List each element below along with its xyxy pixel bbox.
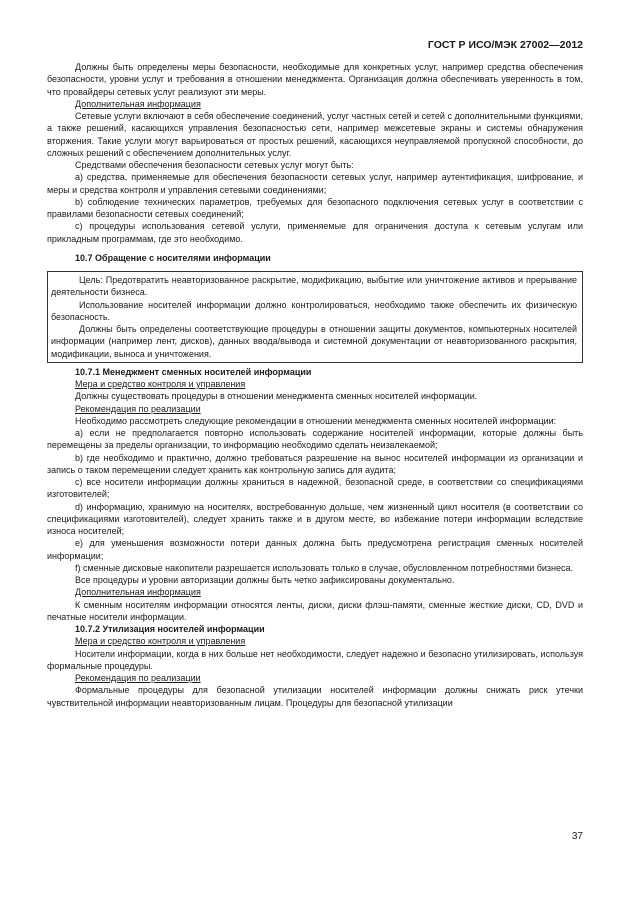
body-paragraph: Формальные процедуры для безопасной утилизации носителей информации должны снижать риск утечки чувствительной информации неавторизованным лицам. Процедуры для безопасной утилизации bbox=[47, 685, 583, 708]
section-heading: 10.7.2 Утилизация носителей информации bbox=[75, 624, 265, 634]
body-paragraph: Носители информации, когда в них больше нет необходимости, следует надежно и безопасно утилизировать, используя формальные процедуры. bbox=[47, 648, 583, 671]
objective-box bbox=[47, 271, 583, 363]
page-content bbox=[47, 61, 583, 709]
subsection-label-row bbox=[47, 98, 583, 110]
body-paragraph: d) информацию, хранимую на носителях, востребованную дольше, чем жизненный цикл носителя (в соответствии со спецификациями изготовителей), следует хранить также и в другом месте, во избежание потери информации вследствие износа носителей; bbox=[47, 501, 583, 536]
body-paragraph: Сетевые услуги включают в себя обеспечение соединений, услуг частных сетей и сетей с дополнительными функциями, а также решений, касающихся управления безопасностью сети, например межсетевые экраны и системы обнаружения вторжения. Такие услуги могут варьироваться от простых решений, касающихся неуправляемой пропускной способности, до сложных решений с обеспечением дополнительных услуг. bbox=[47, 111, 583, 158]
section-heading: 10.7.1 Менеджмент сменных носителей информации bbox=[75, 366, 312, 377]
body-paragraph: Все процедуры и уровни авторизации должны быть четко зафиксированы документально. bbox=[75, 575, 455, 585]
objective-paragraph: Цель: Предотвратить неавторизованное раскрытие, модификацию, выбытие или уничтожение активов и прерывание деятельности бизнеса. bbox=[51, 275, 577, 298]
body-paragraph: a) средства, применяемые для обеспечения безопасности сетевых услуг, например аутентификация, шифрование, и меры и средства контроля и управления сетевыми соединениями; bbox=[47, 172, 583, 195]
body-paragraph: b) где необходимо и практично, должно требоваться разрешение на вынос носителей информации из организации и запись о таком перемещении следует хранить как контрольную запись для аудита; bbox=[47, 452, 583, 475]
body-paragraph: f) сменные дисковые накопители разрешается использовать только в случае, обусловленном потребностями бизнеса. bbox=[75, 562, 574, 573]
body-paragraph: c) все носители информации должны храниться в надежной, безопасной среде, в соответствии со спецификациями изготовителей; bbox=[47, 477, 583, 500]
body-paragraph: Средствами обеспечения безопасности сетевых услуг могут быть: bbox=[75, 160, 354, 170]
body-paragraph: Необходимо рассмотреть следующие рекомендации в отношении менеджмента сменных носителей информации: bbox=[75, 415, 557, 426]
subsection-label: Дополнительная информация bbox=[75, 98, 201, 109]
body-paragraph: Должны существовать процедуры в отношении менеджмента сменных носителей информации. bbox=[75, 391, 478, 402]
body-paragraph: Должны быть определены меры безопасности, необходимые для конкретных услуг, например средства обеспечения безопасности, уровни услуг и требования в отношении менеджмента. Организация должна обеспечивать уверенность в том, что провайдеры сетевых услуг реализуют эти меры. bbox=[47, 62, 583, 97]
body-paragraph: b) соблюдение технических параметров, требуемых для безопасного подключения сетевых услуг в соответствии с правилами безопасности сетевых соединений; bbox=[47, 196, 583, 219]
subsection-label: Дополнительная информация bbox=[75, 587, 201, 598]
subsection-label-row bbox=[47, 403, 583, 415]
body-paragraph: a) если не предполагается повторно использовать содержание носителей информации, которые должны быть перемещены за пределы организации, то информацию необходимо сделать неизвлекаемой; bbox=[47, 428, 583, 451]
page-number: 37 bbox=[571, 831, 583, 842]
subsection-label-row bbox=[47, 586, 583, 598]
subsection-label-row bbox=[47, 672, 583, 684]
subsection-label: Рекомендация по реализации bbox=[75, 673, 201, 683]
body-paragraph: К сменным носителям информации относятся ленты, диски, диски флэш-памяти, сменные жесткие диски, CD, DVD и печатные носители информации. bbox=[47, 599, 583, 622]
objective-paragraph: Использование носителей информации должно контролироваться, необходимо также обеспечить их физическую безопасность. bbox=[51, 299, 577, 322]
body-paragraph: e) для уменьшения возможности потери данных должна быть предусмотрена регистрация сменных носителей информации; bbox=[47, 538, 583, 561]
objective-paragraph: Должны быть определены соответствующие процедуры в отношении защиты документов, компьютерных носителей информации (например лент, дисков), данных ввода/вывода и системной документации от неавторизованного раскрытия, модификации, выноса и уничтожения. bbox=[51, 324, 577, 359]
standard-header: ГОСТ Р ИСО/МЭК 27002—2012 bbox=[427, 39, 583, 51]
subsection-label: Мера и средство контроля и управления bbox=[75, 379, 246, 389]
body-paragraph: c) процедуры использования сетевой услуги, применяемые для ограничения доступа к сетевым услугам или прикладным программам, где это необходимо. bbox=[47, 221, 583, 244]
subsection-label-row bbox=[47, 635, 583, 647]
section-heading: 10.7 Обращение с носителями информации bbox=[75, 252, 271, 263]
subsection-label: Мера и средство контроля и управления bbox=[75, 636, 246, 647]
subsection-label: Рекомендация по реализации bbox=[75, 403, 201, 414]
subsection-label-row bbox=[47, 378, 583, 390]
